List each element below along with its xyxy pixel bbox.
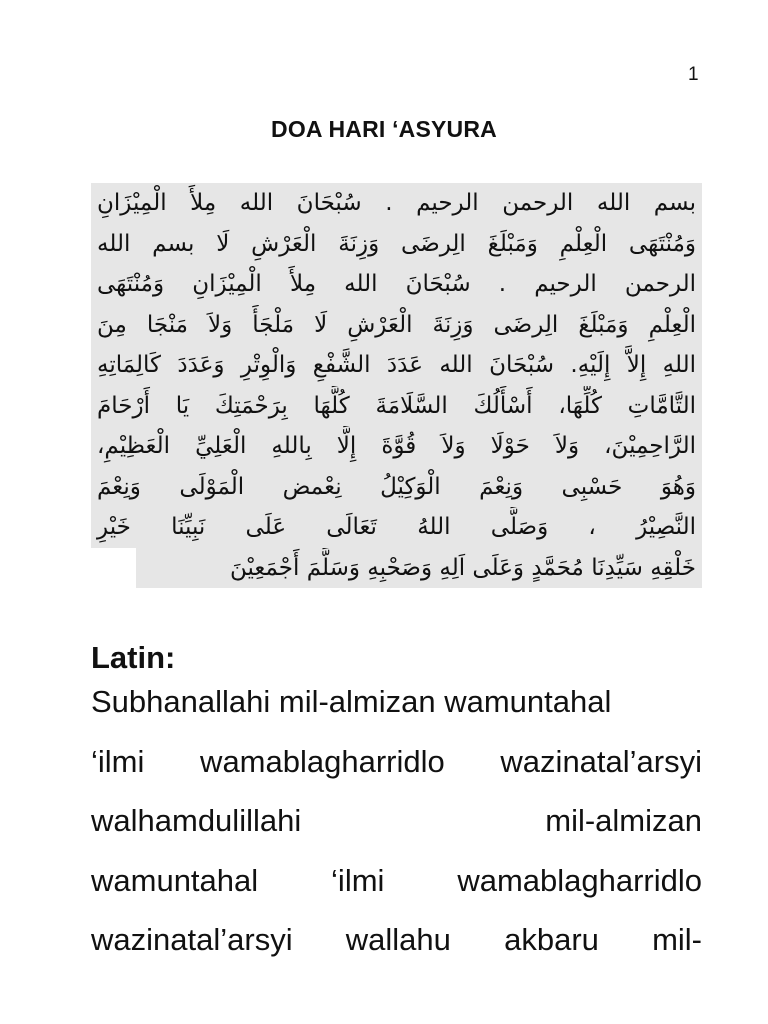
arabic-line: اللهِ إِلاَّ إِلَيْهِ. سُبْحَانَ الله عَدَدَ الشَّفْعِ وَالْوِتْرِ وَعَدَدَ كَالِمَاتِهِ: [91, 345, 702, 386]
arabic-line: النَّصِيْرُ ، وَصَلَّى اللهُ تَعَالَى عَلَى نَبِيِّنَا خَيْرِ: [91, 507, 702, 548]
page-number: 1: [688, 64, 699, 85]
latin-line: Subhanallahi mil-almizan wamuntahal: [91, 684, 612, 719]
latin-line: wamuntahal ‘ilmi wamablagharridlo: [91, 862, 702, 898]
arabic-line: خَلْقِهِ سَيِّدِنَا مُحَمَّدٍ وَعَلَى اَلِهِ وَصَحْبِهِ وَسَلَّمَ أَجْمَعِيْنَ: [136, 548, 702, 589]
latin-line: wazinatal’arsyi wallahu akbaru mil-: [91, 922, 702, 957]
arabic-prayer-text: [91, 183, 702, 588]
arabic-line: وَهُوَ حَسْبِى وَنِعْمَ الْوَكِيْلُ نِعْمض الْمَوْلَى وَنِعْمَ: [91, 467, 702, 508]
latin-heading: Latin:: [91, 640, 176, 675]
arabic-line: الْعِلْمِ وَمَبْلَغَ الِرضَى وَزِنَةَ الْعَرْشِ لَا مَلْجَأَ وَلاَ مَنْجَا مِنَ: [91, 305, 702, 346]
arabic-line: بسم الله الرحمن الرحيم . سُبْحَانَ الله مِلأَ الْمِيْزَانِ: [91, 183, 702, 224]
arabic-line: الرَّاحِمِيْنَ، وَلاَ حَوْلَا وَلاَ قُوَّةَ إِلَّا بِاللهِ الْعَلِيِّ الْعَظِيْمِ،: [91, 426, 702, 467]
latin-line: ‘ilmi wamablagharridlo wazinatal’arsyi: [91, 743, 702, 779]
arabic-line: التَّامَّاتِ كُلِّهَا، أَسْأَلُكَ السَّلَامَةَ كُلَّهَا بِرَحْمَتِكَ يَا أَرْحَامَ: [91, 386, 702, 427]
document-title: DOA HARI ‘ASYURA: [271, 116, 497, 142]
arabic-line: الرحمن الرحيم . سُبْحَانَ الله مِلأَ الْمِيْزَانِ وَمُنْتَهَى: [91, 264, 702, 305]
latin-line: walhamdulillahi mil-almizan: [91, 803, 702, 838]
arabic-line: وَمُنْتَهَى الْعِلْمِ وَمَبْلَغَ الِرضَى وَزِنَةَ الْعَرْشِ لَا بسم الله: [91, 224, 702, 265]
latin-transliteration: [91, 672, 702, 970]
